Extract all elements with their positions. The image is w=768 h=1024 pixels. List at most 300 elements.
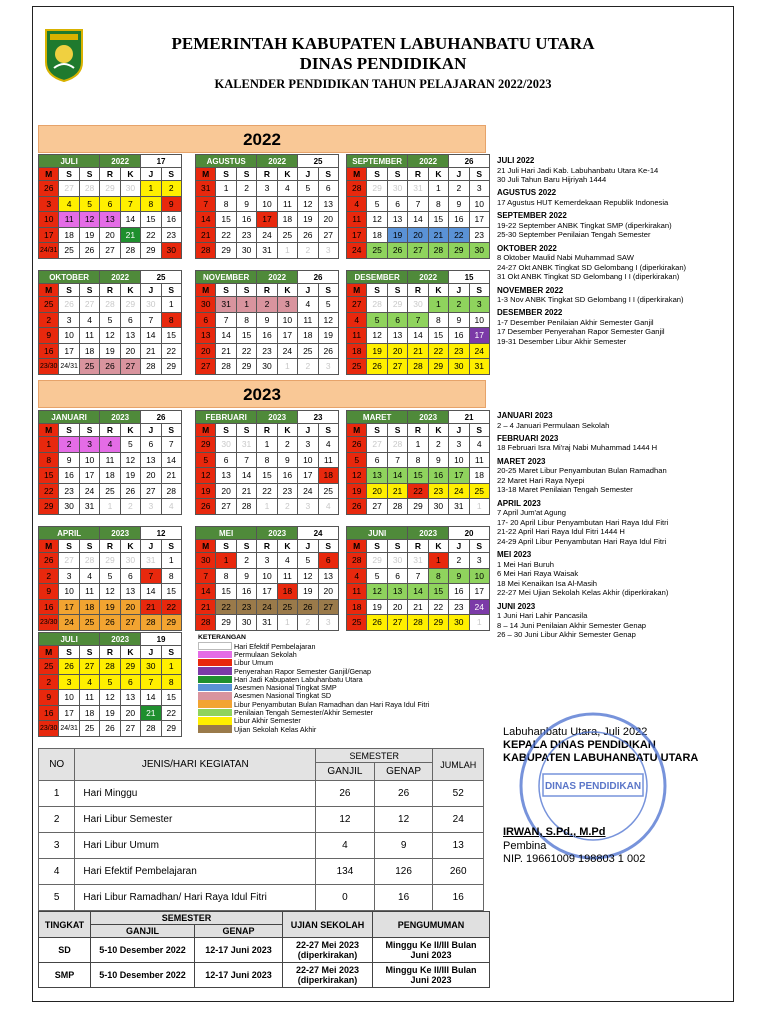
day-header: J	[449, 540, 469, 553]
calendar-day: 26	[347, 437, 367, 453]
calendar-day: 29	[367, 553, 387, 569]
legend-swatch	[198, 676, 232, 684]
calendar-day: 18	[59, 227, 79, 243]
day-header: J	[141, 646, 161, 659]
calendar-day: 15	[428, 212, 448, 228]
exam-header-semester: SEMESTER	[91, 912, 283, 925]
calendar-day: 29	[161, 615, 181, 631]
calendar-day: 26	[39, 553, 59, 569]
note-line: 24-27 Okt ANBK Tingkat SD Gelombang I (diperkirakan)	[497, 262, 687, 272]
calendar-day: 11	[79, 328, 99, 344]
day-header: S	[59, 646, 79, 659]
calendar-day: 27	[120, 721, 140, 737]
calendar-day: 11	[79, 584, 99, 600]
calendar-day: 19	[367, 343, 387, 359]
day-header: K	[120, 168, 140, 181]
calendar-day: 4	[79, 312, 99, 328]
day-header: S	[79, 284, 99, 297]
day-header: S	[318, 424, 338, 437]
calendar-day: 16	[236, 212, 256, 228]
calendar-day: 1	[216, 553, 236, 569]
exam-ganjil: 5-10 Desember 2022	[91, 938, 195, 963]
calendar-day: 19	[196, 483, 216, 499]
month-year: 2022	[408, 271, 449, 284]
calendar-day: 1	[428, 553, 448, 569]
header-line2: DINAS PENDIDIKAN	[299, 54, 467, 73]
calendar-day: 28	[79, 553, 99, 569]
day-header: K	[277, 540, 297, 553]
day-header: K	[428, 540, 448, 553]
summary-header-semester: SEMESTER	[316, 749, 433, 763]
calendar-day: 15	[428, 328, 448, 344]
month-year: 2023	[100, 411, 141, 424]
calendar-day: 28	[161, 483, 181, 499]
calendar-day: 23	[428, 483, 448, 499]
exam-ganjil: 5-10 Desember 2022	[91, 963, 195, 988]
calendar-day: 25	[318, 483, 338, 499]
calendar-day: 6	[100, 196, 120, 212]
calendar-day: 2	[236, 553, 256, 569]
calendar-day: 3	[318, 359, 338, 375]
note-line: 21 Juli Hari Jadi Kab. Labuhanbatu Utara Ke-14	[497, 165, 659, 175]
calendar-day: 18	[277, 584, 297, 600]
calendar-day: 4	[347, 312, 367, 328]
calendar-april-2023	[38, 526, 182, 631]
month-name: FEBRUARI	[196, 411, 257, 424]
calendar-day: 14	[408, 328, 428, 344]
month-year: 2023	[100, 527, 141, 540]
month-year: 2022	[257, 155, 298, 168]
calendar-day: 10	[469, 312, 489, 328]
calendar-day: 11	[298, 312, 318, 328]
calendar-day: 2	[298, 243, 318, 259]
note-line: 1-7 Desember Penilaian Akhir Semester Ganjil	[497, 317, 654, 327]
calendar-day: 5	[298, 553, 318, 569]
calendar-day: 19	[100, 599, 120, 615]
calendar-day: 18	[347, 343, 367, 359]
calendar-day: 3	[298, 437, 318, 453]
calendar-day: 3	[257, 553, 277, 569]
calendar-day: 25	[298, 343, 318, 359]
note-block	[497, 499, 733, 547]
note-month: MARET 2023	[497, 456, 546, 466]
legend-swatch	[198, 692, 232, 700]
effective-day-count: 25	[298, 155, 339, 168]
header-line3: KALENDER PENDIDIKAN TAHUN PELAJARAN 2022/2023	[214, 77, 552, 91]
calendar-day: 1	[257, 499, 277, 515]
calendar-day: 26	[79, 243, 99, 259]
calendar-day: 26	[367, 359, 387, 375]
calendar-day: 2	[236, 181, 256, 197]
calendar-day: 30	[141, 297, 161, 313]
effective-day-count: 26	[298, 271, 339, 284]
calendar-day: 29	[39, 499, 59, 515]
exam-pengumuman	[373, 938, 490, 963]
calendar-day: 24	[469, 343, 489, 359]
calendar-day: 3	[318, 615, 338, 631]
calendar-day: 28	[236, 499, 256, 515]
legend-swatch	[198, 642, 232, 650]
calendar-day: 12	[367, 328, 387, 344]
calendar-day: 15	[428, 584, 448, 600]
calendar-day: 5	[79, 196, 99, 212]
calendar-day: 2	[428, 437, 448, 453]
calendar-day: 11	[100, 452, 120, 468]
calendar-day: 3	[318, 243, 338, 259]
day-header: K	[120, 540, 140, 553]
calendar-day: 14	[196, 212, 216, 228]
calendar-day: 29	[367, 181, 387, 197]
calendar-day: 28	[79, 181, 99, 197]
month-year: 2022	[257, 271, 298, 284]
calendar-day: 4	[318, 437, 338, 453]
day-header: K	[277, 284, 297, 297]
summary-ganjil: 0	[316, 885, 375, 911]
calendar-day: 28	[347, 553, 367, 569]
day-header: J	[449, 424, 469, 437]
calendar-day: 1	[408, 437, 428, 453]
calendar-day: 5	[298, 181, 318, 197]
calendar-day: 26	[100, 615, 120, 631]
calendar-day: 24	[469, 599, 489, 615]
summary-ganjil: 4	[316, 833, 375, 859]
calendar-day: 1	[428, 297, 448, 313]
legend-swatch	[198, 659, 232, 667]
calendar-day: 19	[367, 599, 387, 615]
month-name: JUNI	[347, 527, 408, 540]
calendar-day: 7	[141, 312, 161, 328]
calendar-day: 29	[161, 359, 181, 375]
day-header: S	[469, 540, 489, 553]
calendar-day: 17	[449, 468, 469, 484]
calendar-day: 8	[141, 196, 161, 212]
calendar-day: 27	[120, 359, 140, 375]
calendar-day: 7	[216, 312, 236, 328]
calendar-day: 27	[367, 499, 387, 515]
note-block	[497, 188, 733, 207]
calendar-day: 19	[347, 483, 367, 499]
calendar-day: 1	[469, 615, 489, 631]
calendar-day: 31	[449, 499, 469, 515]
exam-header-ganjil: GANJIL	[91, 925, 195, 938]
calendar-day: 15	[161, 584, 181, 600]
calendar-day: 20	[318, 212, 338, 228]
calendar-day: 18	[469, 468, 489, 484]
calendar-day: 13	[100, 212, 120, 228]
summary-genap: 126	[374, 859, 433, 885]
month-name: MEI	[196, 527, 257, 540]
summary-genap: 9	[374, 833, 433, 859]
notes-2022	[497, 156, 733, 350]
calendar-day: 4	[79, 674, 99, 690]
exam-ujian	[283, 963, 373, 988]
note-line: 1 Mei Hari Buruh	[497, 559, 554, 569]
calendar-day: 8	[216, 568, 236, 584]
day-header: M	[39, 646, 59, 659]
calendar-day: 29	[120, 297, 140, 313]
calendar-day: 14	[196, 584, 216, 600]
calendar-day: 28	[141, 615, 161, 631]
calendar-day: 3	[469, 181, 489, 197]
effective-day-count: 24	[298, 527, 339, 540]
calendar-day: 24	[79, 483, 99, 499]
calendar-day: 8	[428, 568, 448, 584]
legend-label: Asesmen Nasional Tingkat SD	[234, 691, 332, 701]
day-header: S	[216, 168, 236, 181]
calendar-day: 7	[408, 312, 428, 328]
calendar-day: 6	[318, 553, 338, 569]
month-name: MARET	[347, 411, 408, 424]
day-header: S	[387, 424, 407, 437]
calendar-day: 1	[39, 437, 59, 453]
summary-kegiatan: Hari Minggu	[75, 781, 316, 807]
summary-ganjil: 134	[316, 859, 375, 885]
calendar-day: 1	[236, 297, 256, 313]
note-month: MEI 2023	[497, 550, 532, 560]
signature-title1: KEPALA DINAS PENDIDIKAN	[503, 739, 656, 751]
day-header: J	[141, 424, 161, 437]
calendar-day: 13	[120, 584, 140, 600]
calendar-day: 13	[387, 212, 407, 228]
calendar-day: 1	[161, 659, 181, 675]
effective-day-count: 23	[298, 411, 339, 424]
calendar-day: 2	[298, 359, 318, 375]
calendar-day: 3	[277, 297, 297, 313]
calendar-day: 28	[216, 359, 236, 375]
calendar-day: 3	[79, 437, 99, 453]
day-header: S	[469, 168, 489, 181]
calendar-day: 15	[161, 690, 181, 706]
calendar-day: 4	[318, 499, 338, 515]
calendar-day: 17	[79, 468, 99, 484]
calendar-day: 7	[161, 437, 181, 453]
day-header: R	[100, 424, 120, 437]
calendar-day: 9	[257, 312, 277, 328]
calendar-day: 28	[367, 297, 387, 313]
summary-header-ganjil: GANJIL	[316, 763, 375, 781]
summary-no: 3	[39, 833, 75, 859]
calendar-day: 17	[257, 212, 277, 228]
calendar-day: 13	[367, 468, 387, 484]
calendar-juni-2023	[346, 526, 490, 631]
calendar-day: 23	[236, 599, 256, 615]
calendar-day: 8	[161, 312, 181, 328]
effective-day-count: 25	[141, 271, 182, 284]
calendar-day: 18	[277, 212, 297, 228]
legend-swatch	[198, 709, 232, 717]
calendar-day: 3	[469, 297, 489, 313]
calendar-day: 2	[277, 499, 297, 515]
calendar-day: 2	[39, 674, 59, 690]
calendar-day: 29	[428, 359, 448, 375]
summary-header-kegiatan: JENIS/HARI KEGIATAN	[75, 749, 316, 781]
day-header: K	[120, 424, 140, 437]
calendar-day: 24	[298, 483, 318, 499]
calendar-day: 12	[196, 468, 216, 484]
calendar-day: 16	[39, 343, 59, 359]
calendar-day: 8	[236, 312, 256, 328]
calendar-day: 7	[236, 452, 256, 468]
calendar-day: 22	[39, 483, 59, 499]
calendar-oktober-2022	[38, 270, 182, 375]
day-header: S	[236, 424, 256, 437]
legend-label: Hari Efektif Pembelajaran	[234, 641, 316, 651]
calendar-day: 9	[236, 196, 256, 212]
calendar-day: 24	[59, 615, 79, 631]
calendar-juli-2023	[38, 632, 182, 737]
day-header: K	[120, 284, 140, 297]
calendar-day: 28	[347, 181, 367, 197]
calendar-day: 16	[161, 212, 181, 228]
month-name: AGUSTUS	[196, 155, 257, 168]
note-month: APRIL 2023	[497, 498, 541, 508]
calendar-januari-2023	[38, 410, 182, 515]
exam-tingkat: SMP	[39, 963, 91, 988]
calendar-day: 16	[428, 468, 448, 484]
summary-no: 1	[39, 781, 75, 807]
exam-row	[39, 963, 490, 988]
calendar-day: 9	[59, 452, 79, 468]
calendar-day: 5	[367, 312, 387, 328]
calendar-day: 12	[79, 212, 99, 228]
day-header: S	[59, 424, 79, 437]
calendar-day: 22	[161, 599, 181, 615]
calendar-day: 9	[161, 196, 181, 212]
note-block	[497, 308, 733, 346]
calendar-day: 17	[469, 328, 489, 344]
summary-jumlah: 52	[433, 781, 484, 807]
calendar-day: 14	[408, 584, 428, 600]
calendar-day: 1	[428, 181, 448, 197]
calendar-september-2022	[346, 154, 490, 259]
exam-ujian-note: (diperkirakan)	[297, 975, 358, 985]
calendar-day: 6	[120, 674, 140, 690]
calendar-day: 23	[277, 483, 297, 499]
calendar-day: 10	[79, 452, 99, 468]
calendar-day: 17	[347, 227, 367, 243]
calendar-day: 27	[100, 243, 120, 259]
day-header: M	[39, 424, 59, 437]
calendar-day: 26	[100, 359, 120, 375]
calendar-day: 27	[408, 243, 428, 259]
calendar-day: 2	[161, 181, 181, 197]
calendar-day: 25	[59, 243, 79, 259]
note-line: 13-18 Maret Penilaian Tengah Semester	[497, 485, 633, 495]
exam-ujian-date: 22-27 Mei 2023	[295, 940, 360, 950]
calendar-day: 4	[277, 181, 297, 197]
calendar-day: 26	[387, 243, 407, 259]
day-header: S	[367, 168, 387, 181]
calendar-day: 2	[59, 437, 79, 453]
calendar-day: 17	[39, 227, 59, 243]
note-month: JUNI 2023	[497, 601, 536, 611]
calendar-day: 1	[161, 297, 181, 313]
calendar-day: 5	[100, 312, 120, 328]
calendar-day: 8	[39, 452, 59, 468]
note-line: 22 Maret Hari Raya Nyepi	[497, 475, 585, 485]
calendar-day: 15	[141, 212, 161, 228]
note-line: 19-22 September ANBK Tingkat SMP (diperkirakan)	[497, 220, 672, 230]
calendar-day: 31	[408, 181, 428, 197]
calendar-day: 30	[196, 553, 216, 569]
legend-label: Asesmen Nasional Tingkat SMP	[234, 683, 337, 693]
exam-row	[39, 938, 490, 963]
calendar-day: 11	[79, 690, 99, 706]
calendar-day: 30	[428, 499, 448, 515]
calendar-day: 26	[196, 499, 216, 515]
calendar-day: 13	[387, 584, 407, 600]
note-block	[497, 550, 733, 598]
note-line: 17 Desember Penyerahan Rapor Semester Ganjil	[497, 327, 665, 337]
calendar-day: 28	[100, 659, 120, 675]
summary-jumlah: 16	[433, 885, 484, 911]
day-header: S	[59, 168, 79, 181]
day-header: S	[469, 424, 489, 437]
calendar-day: 18	[298, 328, 318, 344]
calendar-day: 15	[216, 212, 236, 228]
signature-place-date: Labuhanbatu Utara, Juli 2022	[503, 726, 648, 738]
calendar-day: 4	[59, 196, 79, 212]
summary-genap: 16	[374, 885, 433, 911]
calendar-day: 23	[59, 483, 79, 499]
calendar-day: 3	[39, 196, 59, 212]
calendar-day: 6	[318, 181, 338, 197]
day-header: S	[79, 646, 99, 659]
calendar-day: 13	[141, 452, 161, 468]
note-month: OKTOBER 2022	[497, 243, 557, 253]
day-header: S	[387, 284, 407, 297]
calendar-day: 30	[120, 553, 140, 569]
calendar-day: 31	[196, 181, 216, 197]
calendar-day: 24	[257, 599, 277, 615]
day-header: M	[196, 168, 216, 181]
calendar-day: 21	[408, 343, 428, 359]
calendar-day: 25	[469, 483, 489, 499]
day-header: R	[408, 168, 428, 181]
calendar-day: 26	[347, 499, 367, 515]
calendar-day: 22	[236, 343, 256, 359]
calendar-day: 2	[449, 297, 469, 313]
calendar-day: 29	[236, 359, 256, 375]
calendar-day: 31	[141, 553, 161, 569]
calendar-day: 11	[347, 584, 367, 600]
summary-ganjil: 12	[316, 807, 375, 833]
calendar-day: 30	[449, 615, 469, 631]
calendar-day: 20	[100, 227, 120, 243]
header-line1: PEMERINTAH KABUPATEN LABUHANBATU UTARA	[171, 34, 595, 53]
calendar-day: 12	[298, 568, 318, 584]
day-header: R	[408, 284, 428, 297]
calendar-day: 14	[120, 212, 140, 228]
calendar-day: 10	[469, 568, 489, 584]
note-block	[497, 602, 733, 640]
summary-row	[39, 885, 484, 911]
calendar-day: 3	[298, 499, 318, 515]
calendar-day: 8	[161, 674, 181, 690]
calendar-day: 3	[449, 437, 469, 453]
summary-no: 5	[39, 885, 75, 911]
calendar-day: 31	[257, 243, 277, 259]
calendar-day: 25	[39, 297, 59, 313]
calendar-day: 14	[141, 328, 161, 344]
note-month: NOVEMBER 2022	[497, 285, 564, 295]
calendar-day: 24	[449, 483, 469, 499]
calendar-day: 16	[449, 212, 469, 228]
calendar-day: 5	[367, 568, 387, 584]
calendar-day: 27	[79, 297, 99, 313]
calendar-day: 11	[277, 568, 297, 584]
calendar-day: 12	[318, 312, 338, 328]
